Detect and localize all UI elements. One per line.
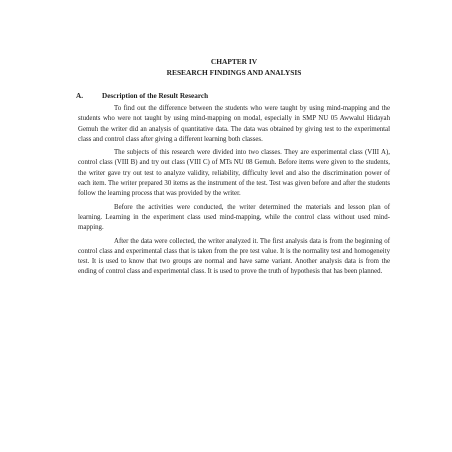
chapter-number: CHAPTER IV	[210, 57, 258, 66]
paragraph: Before the activities were conducted, the writer determined the materials and lesson plan of learning. Learning in the experiment class used mind-mapping, while the control class without used mind-mapping.	[78, 203, 390, 232]
paragraph: The subjects of this research were divided into two classes. They are experimental class (VIII A), control class (VIII B) and try out class (VIII C) of MTs NU 08 Gemuh. Before items were given to the students, the writer gave try out test to analyze validity, reliability, difficulty level and also the discrimination power of each item. The writer prepared 30 items as the instrument of the test. Test was given before and after the students follow the learning process that was provided by the writer.	[78, 149, 390, 198]
paragraph: After the data were collected, the writer analyzed it. The first analysis data is from the beginning of control class and experimental class that is taken from the pre test value. It is the normality test and homogeneity test. It is used to know that two groups are normal and have same variant. Another analysis data is from the ending of control class and experimental class. It is used to prove the truth of hypothesis that has been planned.	[78, 237, 390, 276]
paragraph: To find out the difference between the students who were taught by using mind-mapping and the students who were not taught by using mind-mapping on modal, especially in SMP NU 05 Awwalul Hidayah Gemuh the writer did an analysis of quantitative data. The data was obtained by giving test to the experimental class and control class after giving a different learning both classes.	[78, 105, 390, 143]
chapter-title: RESEARCH FINDINGS AND ANALYSIS	[166, 68, 302, 77]
section-heading	[76, 91, 390, 102]
section-title: Description of the Result Research	[102, 92, 209, 100]
section-letter: A.	[76, 92, 83, 100]
document-page	[78, 56, 390, 281]
